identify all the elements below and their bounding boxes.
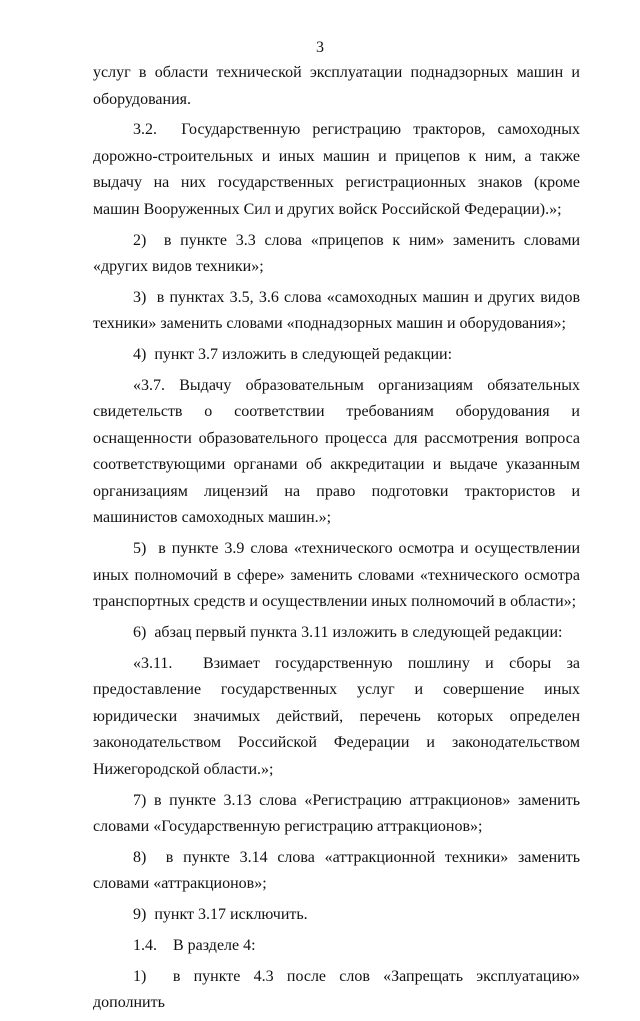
paragraph-item-9: 9) пункт 3.17 исключить. bbox=[133, 906, 308, 924]
paragraph-item-5: 5) в пункте 3.9 слова «технического осмотра и осуществлении иных полномочий в сфере» заменить словами «технического осмотра транспортных средств и осуществлении иных полномочий в области»; bbox=[93, 540, 580, 611]
paragraph-continuation: услуг в области технической эксплуатации поднадзорных машин и оборудования. bbox=[93, 64, 580, 108]
paragraph-item-2: 2) в пункте 3.3 слова «прицепов к ним» заменить словами «других видов техники»; bbox=[93, 231, 580, 276]
paragraph-3-7: «3.7. Выдачу образовательным организациям обязательных свидетельств о соответствии требованиям оборудования и оснащенности образовательного процесса для рассмотрения вопроса соответствующими органами об аккредитации и выдаче указанным организациям лицензий на право подготовки трактористов и машинистов самоходных машин.»; bbox=[93, 376, 580, 527]
paragraph-item-7: 7) в пункте 3.13 слова «Регистрацию аттракционов» заменить словами «Государственную регистрацию аттракционов»; bbox=[93, 791, 580, 836]
document-body bbox=[93, 60, 580, 1021]
paragraph-item-8: 8) в пункте 3.14 слова «аттракционной техники» заменить словами «аттракционов»; bbox=[93, 848, 580, 893]
paragraph-item-1-section-4: 1) в пункте 4.3 после слов «Запрещать эксплуатацию» дополнить bbox=[93, 967, 580, 1012]
paragraph-3-2: 3.2. Государственную регистрацию тракторов, самоходных дорожно-строительных и иных машин и прицепов к ним, а также выдачу на них государственных регистрационных знаков (кроме машин Вооруженных Сил и других войск Российской Федерации).»; bbox=[93, 121, 580, 218]
page-number: 3 bbox=[316, 39, 324, 56]
section-1-4-heading: 1.4. В разделе 4: bbox=[133, 937, 256, 955]
paragraph-item-3: 3) в пунктах 3.5, 3.6 слова «самоходных машин и других видов техники» заменить словами «поднадзорных машин и оборудования»; bbox=[93, 288, 580, 333]
paragraph-item-4: 4) пункт 3.7 изложить в следующей редакции: bbox=[133, 346, 453, 364]
paragraph-3-11: «3.11. Взимает государственную пошлину и сборы за предоставление государственных услуг и совершение иных юридически значимых действий, перечень которых определен законодательством Российской Федерации и законодательством Нижегородской области.»; bbox=[93, 654, 580, 778]
paragraph-item-6: 6) абзац первый пункта 3.11 изложить в следующей редакции: bbox=[133, 624, 563, 642]
